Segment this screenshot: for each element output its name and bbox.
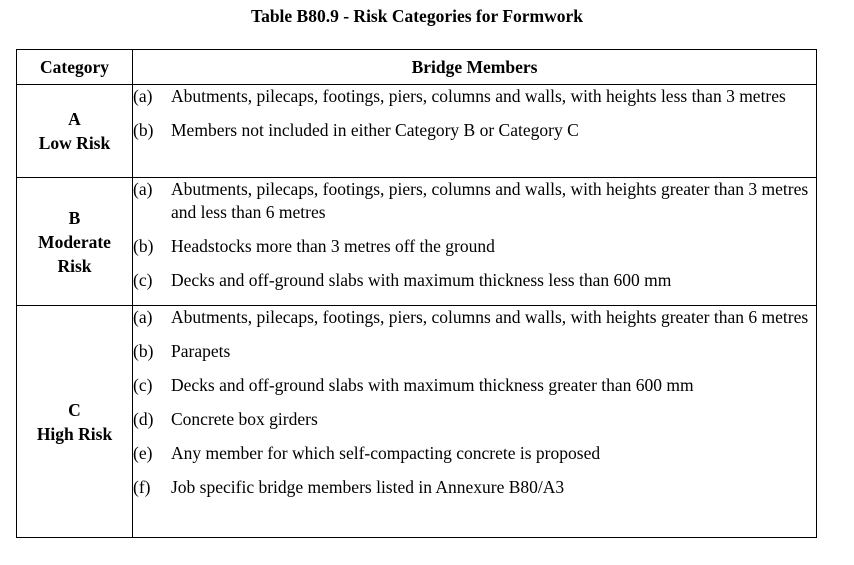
item-text: Parapets bbox=[171, 341, 231, 361]
table-row-category-a bbox=[17, 85, 817, 178]
table-title: Table B80.9 - Risk Categories for Formwork bbox=[251, 6, 583, 26]
item-text: Job specific bridge members listed in Annexure B80/A3 bbox=[171, 477, 565, 497]
item-text: Abutments, pilecaps, footings, piers, columns and walls, with heights less than 3 metres bbox=[171, 86, 786, 106]
category-label: Low Risk bbox=[38, 133, 111, 153]
list-item bbox=[133, 269, 816, 292]
item-text: Headstocks more than 3 metres off the ground bbox=[171, 236, 495, 256]
item-text: Abutments, pilecaps, footings, piers, columns and walls, with heights greater than 6 metres bbox=[171, 307, 809, 327]
header-bridge-members: Bridge Members bbox=[133, 50, 817, 85]
item-marker: (b) bbox=[133, 120, 154, 140]
category-label: Risk bbox=[57, 255, 92, 276]
list-item bbox=[133, 476, 816, 499]
table-row-category-b bbox=[17, 178, 817, 306]
item-marker: (a) bbox=[133, 179, 153, 199]
item-marker: (c) bbox=[133, 375, 153, 395]
category-cell bbox=[17, 178, 133, 306]
list-item bbox=[133, 442, 816, 465]
category-letter: A bbox=[68, 109, 81, 129]
item-marker: (e) bbox=[133, 443, 153, 463]
header-row bbox=[17, 50, 817, 85]
table-row-category-c bbox=[17, 306, 817, 538]
members-cell bbox=[133, 85, 817, 178]
members-cell bbox=[133, 178, 817, 306]
category-label: High Risk bbox=[36, 423, 113, 444]
members-cell bbox=[133, 306, 817, 538]
item-marker: (a) bbox=[133, 307, 153, 327]
category-label: Moderate bbox=[38, 231, 111, 252]
item-text: Any member for which self-compacting concrete is proposed bbox=[171, 443, 601, 463]
list-item bbox=[133, 306, 816, 329]
list-item bbox=[133, 340, 816, 363]
risk-categories-table bbox=[16, 49, 817, 538]
list-item bbox=[133, 374, 816, 397]
item-marker: (d) bbox=[133, 409, 154, 429]
item-text: Members not included in either Category B or Category C bbox=[171, 120, 579, 140]
category-letter: B bbox=[68, 207, 81, 228]
category-cell bbox=[17, 306, 133, 538]
item-marker: (b) bbox=[133, 341, 154, 361]
list-item bbox=[133, 178, 816, 224]
item-marker: (f) bbox=[133, 477, 151, 497]
category-letter: C bbox=[68, 399, 81, 420]
header-category: Category bbox=[17, 50, 133, 85]
list-item bbox=[133, 408, 816, 431]
item-text: Decks and off-ground slabs with maximum thickness less than 600 mm bbox=[171, 270, 672, 290]
item-text: Abutments, pilecaps, footings, piers, columns and walls, with heights greater than 3 metres and less than 6 metres bbox=[171, 179, 809, 222]
list-item bbox=[133, 85, 816, 108]
item-marker: (b) bbox=[133, 236, 154, 256]
item-text: Concrete box girders bbox=[171, 409, 318, 429]
item-text: Decks and off-ground slabs with maximum thickness greater than 600 mm bbox=[171, 375, 694, 395]
list-item bbox=[133, 119, 816, 142]
item-marker: (c) bbox=[133, 270, 153, 290]
category-cell bbox=[17, 85, 133, 178]
item-marker: (a) bbox=[133, 86, 153, 106]
list-item bbox=[133, 235, 816, 258]
